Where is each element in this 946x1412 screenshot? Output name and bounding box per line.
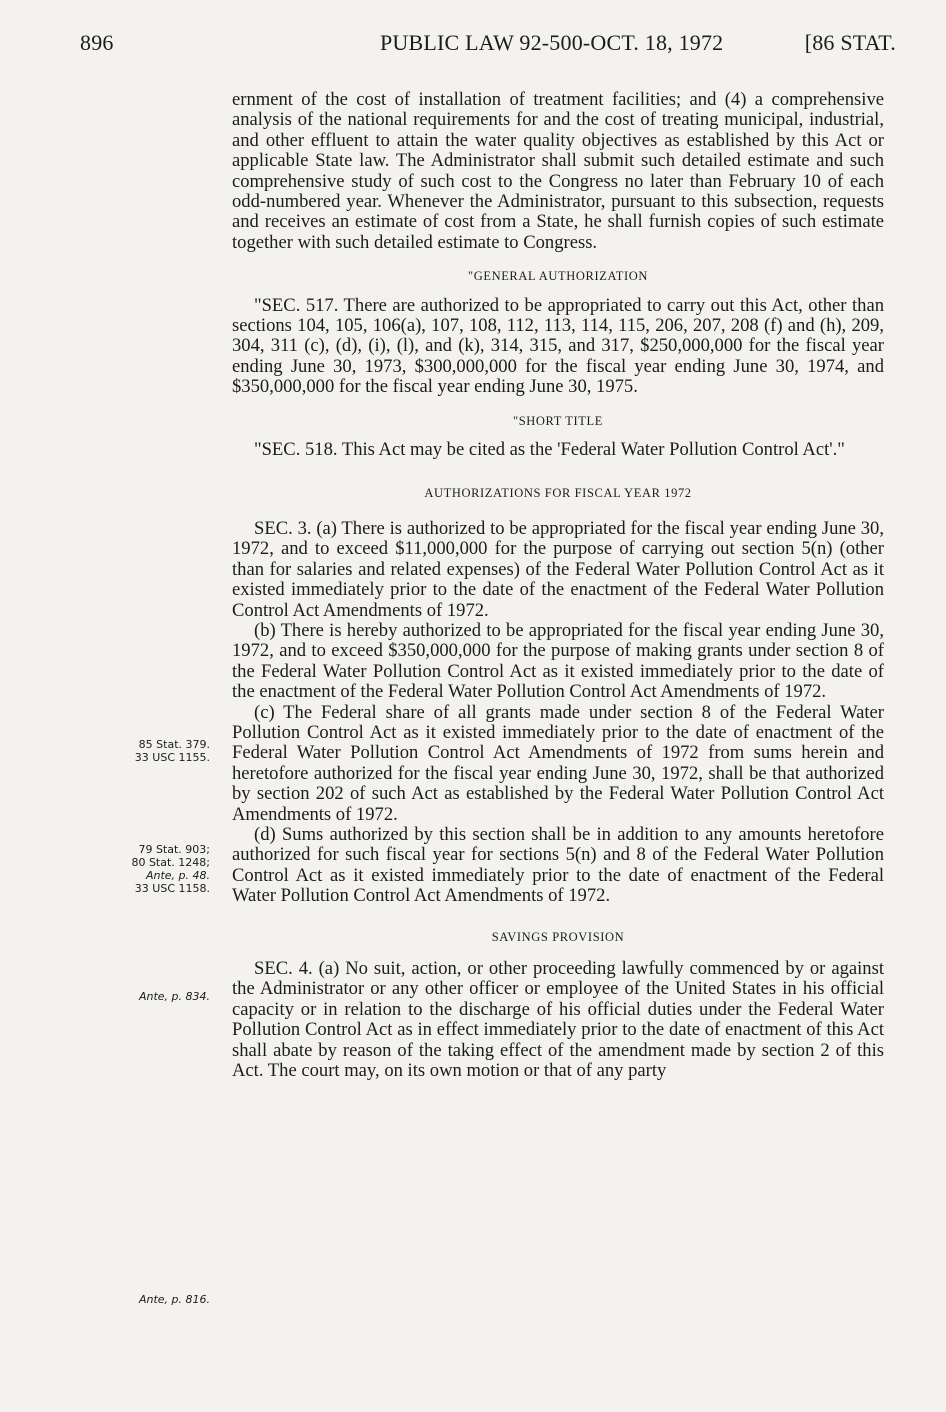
margin-note-line: 33 USC 1158. [134,882,210,895]
paragraph-sec-3b: (b) There is hereby authorized to be appropriated for the fiscal year ending June 30, 1972, and to exceed $350,000,000 for the purpose of making grants under section 8 of the Federal Water Pollution Control Act as it existed immediately prior to the date of the enactment of the Federal Water Pollution Control Act Amendments of 1972. [232,619,884,703]
heading-short-title: "SHORT TITLE [513,413,603,428]
paragraph-sec-3a: SEC. 3. (a) There is authorized to be appropriated for the fiscal year ending June 30, 1972, and to exceed $11,000,000 for the purpose of carrying out section 5(n) (other than for salaries and related expenses) of the Federal Water Pollution Control Act as it existed immediately prior to the date of the enactment of the Federal Water Pollution Control Act Amendments of 1972. [232,517,884,621]
stat-reference: [86 STAT. [804,30,896,55]
margin-note-line: Ante, p. 48. [145,869,210,882]
heading-savings-provision: SAVINGS PROVISION [491,929,625,944]
paragraph-sec-4a: SEC. 4. (a) No suit, action, or other proceeding lawfully commenced by or against the Administrator or any other officer or employee of the United States in his official capacity or in relation to the discharge of his official duties under the Federal Water Pollution Control Act as in effect immediately prior to the date of enactment of this Act shall abate by reason of the taking effect of the amendment made by section 2 of this Act. The court may, on its own motion or that of any party [232,958,884,1082]
heading-general-authorization: "GENERAL AUTHORIZATION [468,269,648,284]
page-number: 896 [80,30,114,55]
paragraph-sec-3d: (d) Sums authorized by this section shall be in addition to any amounts heretofore authorized for such fiscal year for sections 5(n) and 8 of the Federal Water Pollution Control Act as it existed immediately prior to the date of enactment of the Federal Water Pollution Control Act Amendments of 1972. [232,824,884,907]
margin-note-line: 79 Stat. 903; [138,843,210,856]
paragraph-sec-518: "SEC. 518. This Act may be cited as the 'Federal Water Pollution Control Act'." [254,439,845,461]
margin-note-1 [135,738,210,764]
margin-note-line: Ante, p. 816. [138,1293,210,1306]
margin-note-3 [139,990,210,1003]
body-text [232,90,884,1081]
paragraph-continuation: ernment of the cost of installation of treatment facilities; and (4) a comprehensive analysis of the national requirements for and the cost of treating municipal, industrial, and other effluent to attain the water quality objectives as established by this Act or applicable State law. The Administrator shall submit such detailed estimate and such comprehensive study of such cost to the Congress no later than February 10 of each odd-numbered year. Whenever the Administrator, pursuant to this subsection, requests and receives an estimate of cost from a State, he shall furnish copies of such estimate together with such detailed estimate to Congress. [232,89,884,253]
page-title: PUBLIC LAW 92-500-OCT. 18, 1972 [380,30,724,55]
margin-note-4 [139,1293,210,1306]
paragraph-sec-517: "SEC. 517. There are authorized to be appropriated to carry out this Act, other than sections 104, 105, 106(a), 107, 108, 112, 113, 114, 115, 206, 207, 208 (f) and (h), 209, 304, 311 (c), (d), (i), (l), and (k), 314, 315, and 317, $250,000,000 for the fiscal year ending June 30, 1973, $300,000,000 for the fiscal year ending June 30, 1974, and $350,000,000 for the fiscal year ending June 30, 1975. [232,294,884,398]
paragraph-sec-3c: (c) The Federal share of all grants made under section 8 of the Federal Water Pollution Control Act as it existed immediately prior to the date of enactment of the Federal Water Pollution Control Act Amendments of 1972 from sums herein and heretofore authorized for the fiscal year ending June 30, 1972, shall be that authorized by section 202 of such Act as established by the Federal Water Pollution Control Act Amendments of 1972. [232,701,884,825]
margin-note-line: 80 Stat. 1248; [131,856,210,869]
margin-note-line: Ante, p. 834. [138,990,210,1003]
margin-note-line: 85 Stat. 379. [138,738,210,751]
margin-note-line: 33 USC 1155. [134,751,210,764]
heading-authorizations: AUTHORIZATIONS FOR FISCAL YEAR 1972 [424,485,692,500]
margin-note-2 [131,843,210,895]
